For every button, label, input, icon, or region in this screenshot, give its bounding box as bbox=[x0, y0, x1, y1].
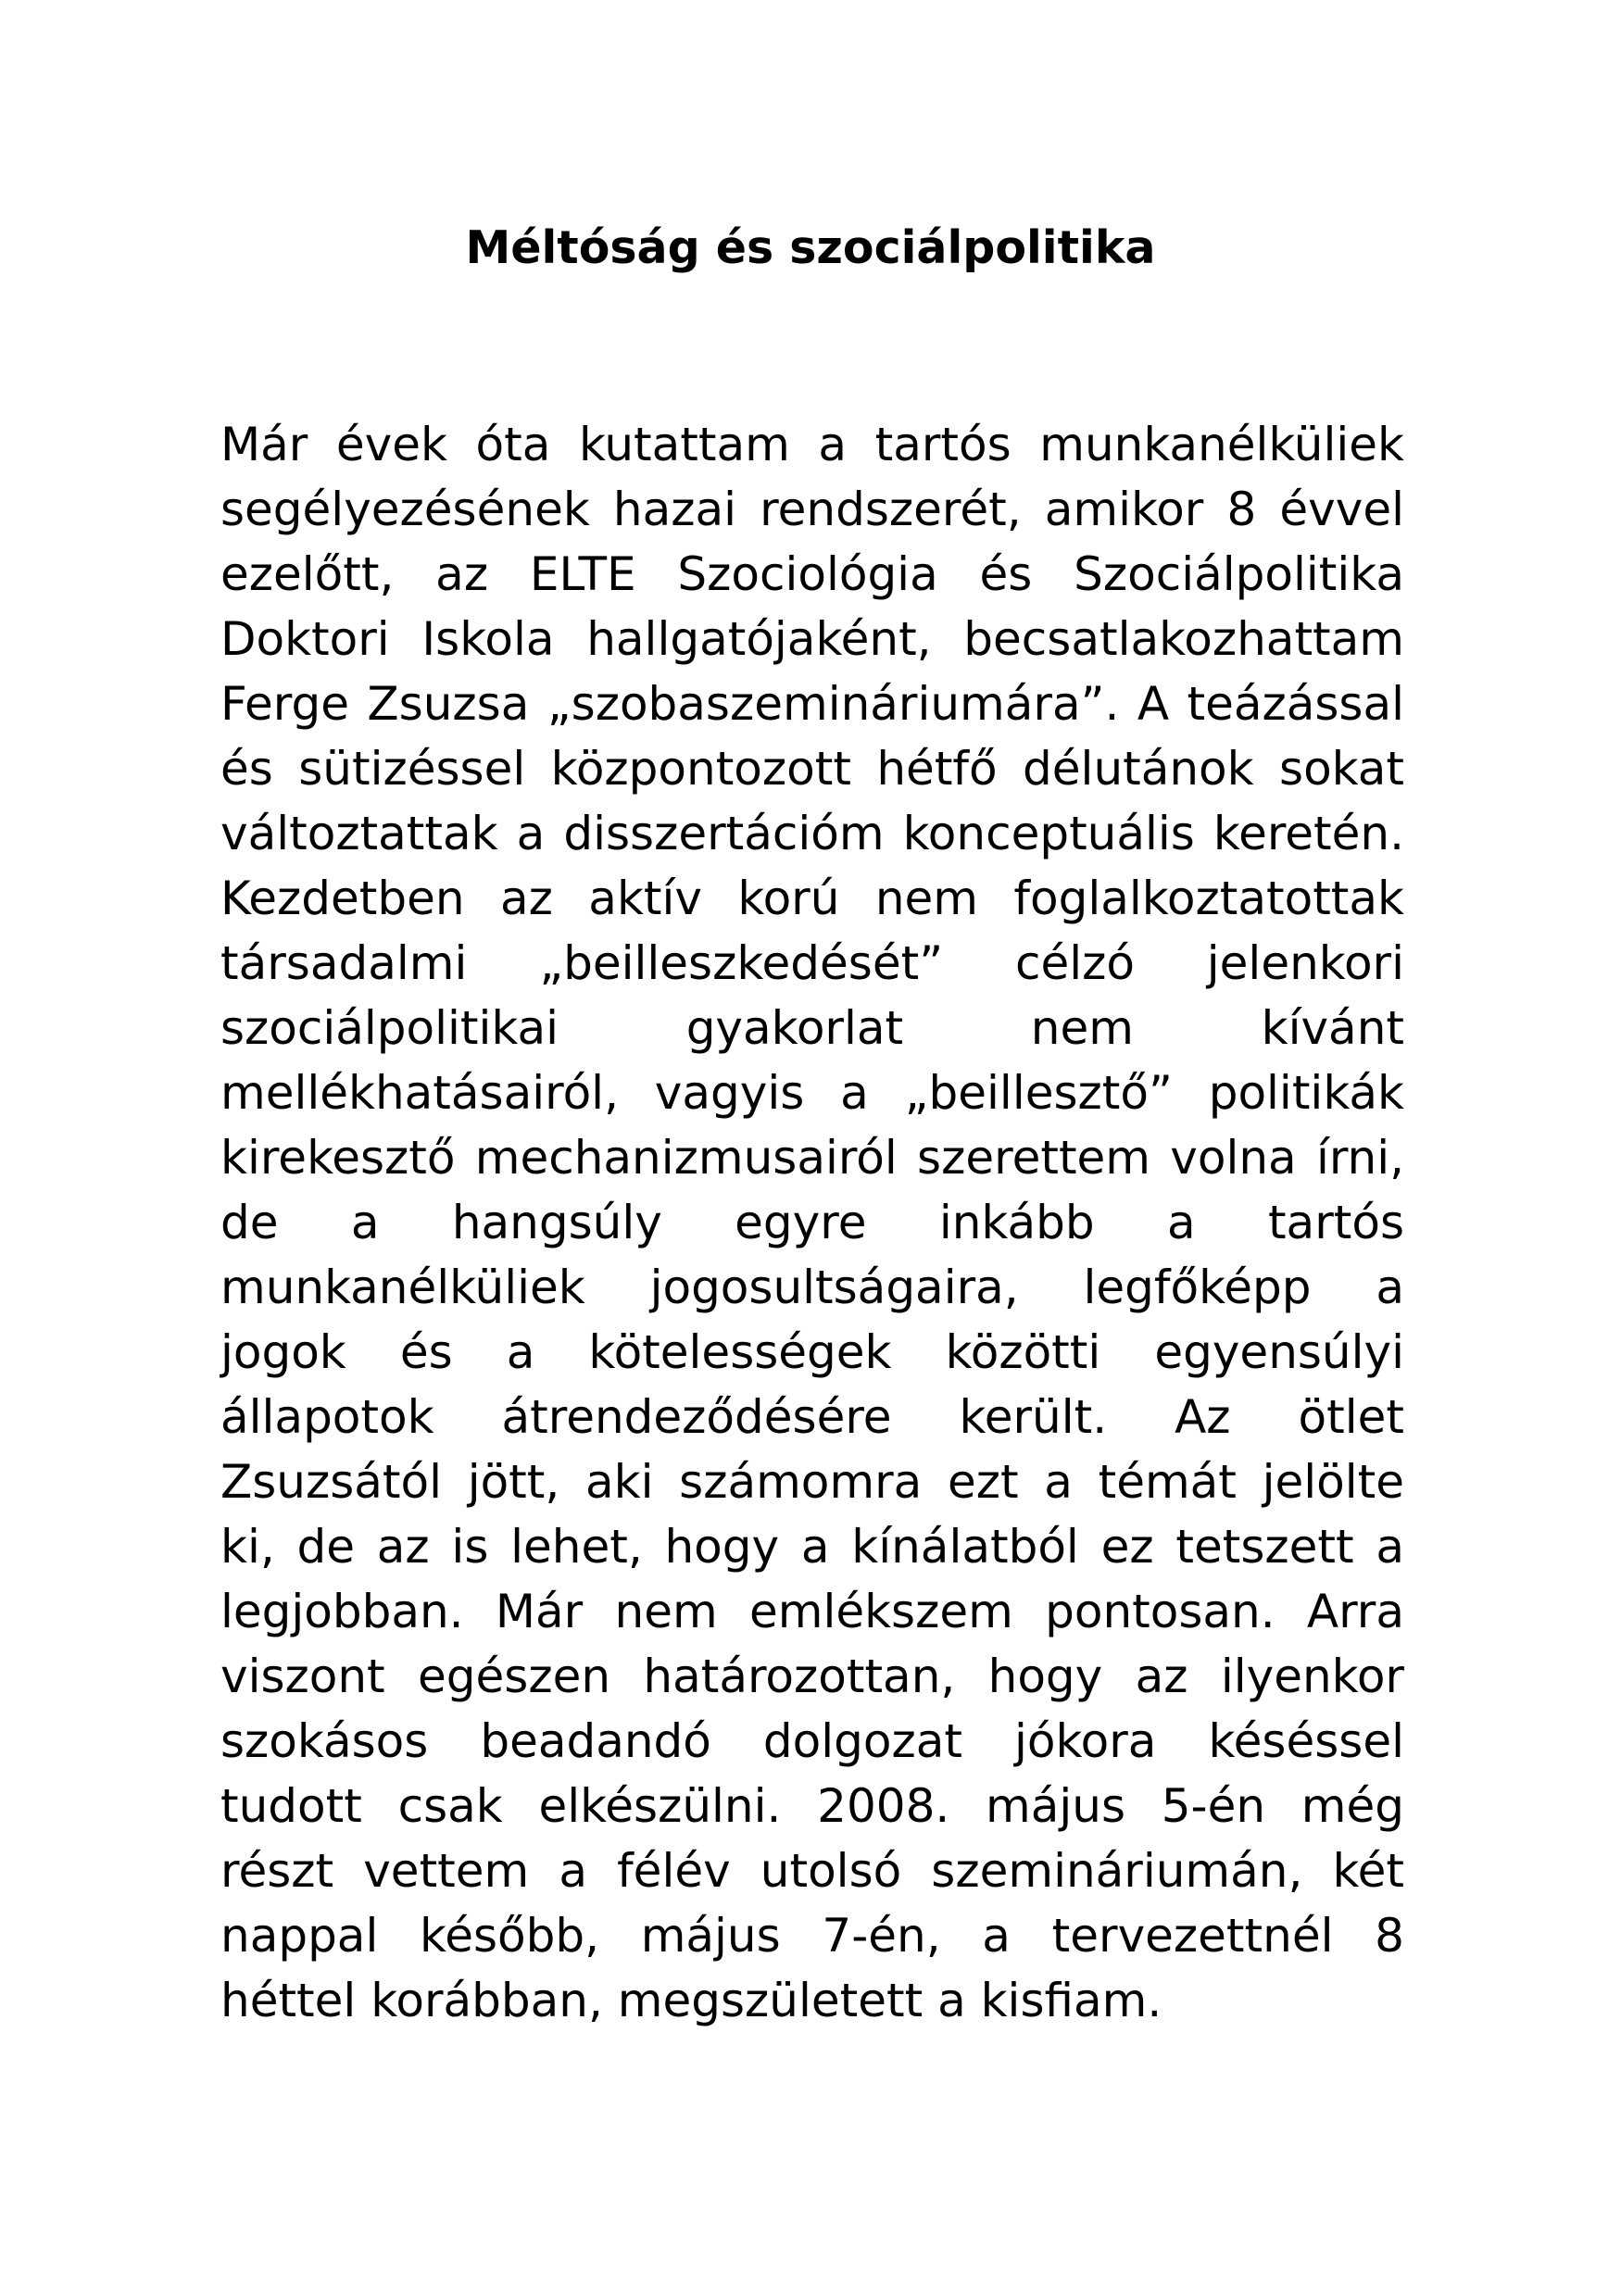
paragraph-line: kirekesztő mechanizmusairól szerettem volna írni, bbox=[220, 1131, 1404, 1185]
paragraph-line: munkanélküliek jogosultságaira, legfőképp a bbox=[220, 1261, 1404, 1314]
paragraph-line: Már évek óta kutattam a tartós munkanélküliek bbox=[220, 418, 1404, 471]
paragraph-line: szokásos beadandó dolgozat jókora késéssel bbox=[220, 1714, 1404, 1768]
paragraph-line: de a hangsúly egyre inkább a tartós bbox=[220, 1196, 1404, 1249]
paragraph-line: Zsuzsától jött, aki számomra ezt a témát jelölte bbox=[220, 1455, 1404, 1509]
document-title: Méltóság és szociálpolitika bbox=[465, 221, 1156, 274]
paragraph-line: Doktori Iskola hallgatójaként, becsatlakozhattam bbox=[220, 612, 1404, 666]
paragraph-line: héttel korábban, megszületett a kisfiam. bbox=[220, 1974, 1162, 2027]
body-paragraph bbox=[220, 412, 1404, 2033]
paragraph-line: tudott csak elkészülni. 2008. május 5-én még bbox=[220, 1779, 1404, 1833]
paragraph-line: és sütizéssel központozott hétfő délutánok sokat bbox=[220, 742, 1404, 796]
paragraph-line: legjobban. Már nem emlékszem pontosan. Arra bbox=[220, 1585, 1404, 1638]
paragraph-line: részt vettem a félév utolsó szemináriumán, két bbox=[220, 1844, 1404, 1898]
paragraph-line: változtattak a disszertációm konceptuális keretén. bbox=[220, 807, 1404, 860]
paragraph-line: Kezdetben az aktív korú nem foglalkoztatottak bbox=[220, 872, 1404, 925]
paragraph-line: társadalmi „beilleszkedését” célzó jelenkori bbox=[220, 936, 1404, 990]
paragraph-line: segélyezésének hazai rendszerét, amikor 8 évvel bbox=[220, 483, 1404, 536]
paragraph-line: szociálpolitikai gyakorlat nem kívánt bbox=[220, 1001, 1404, 1055]
paragraph-line: viszont egészen határozottan, hogy az ilyenkor bbox=[220, 1650, 1404, 1703]
paragraph-line: állapotok átrendeződésére került. Az ötlet bbox=[220, 1390, 1404, 1444]
paragraph-line: Ferge Zsuzsa „szobaszemináriumára”. A teázással bbox=[220, 677, 1404, 731]
paragraph-line: jogok és a kötelességek közötti egyensúlyi bbox=[220, 1325, 1404, 1379]
paragraph-line: mellékhatásairól, vagyis a „beillesztő” politikák bbox=[220, 1066, 1404, 1120]
paragraph-line: nappal később, május 7-én, a tervezettnél 8 bbox=[220, 1909, 1404, 1963]
paragraph-line: ki, de az is lehet, hogy a kínálatból ez tetszett a bbox=[220, 1520, 1404, 1574]
paragraph-line: ezelőtt, az ELTE Szociológia és Szociálpolitika bbox=[220, 547, 1404, 601]
